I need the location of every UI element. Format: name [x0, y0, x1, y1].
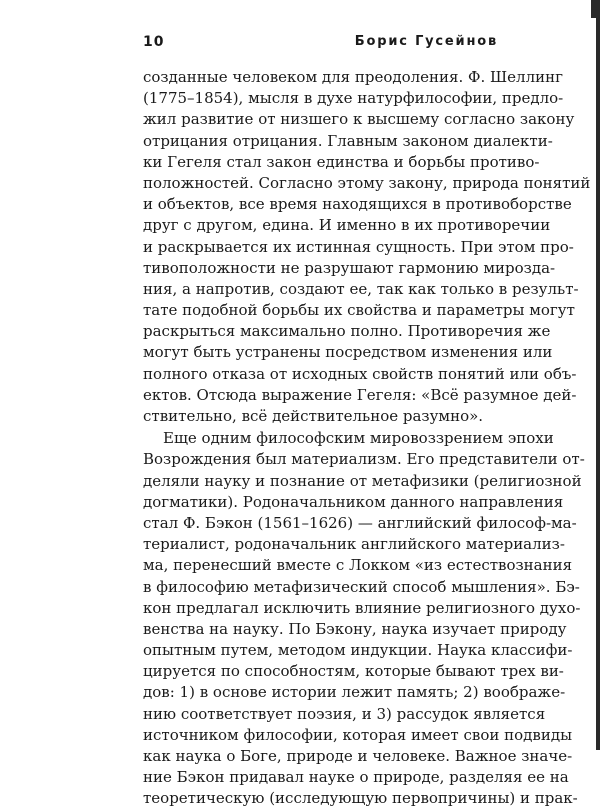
body-text — [143, 67, 591, 810]
text-line: как наука о Боге, природе и человеке. Важное значе- — [143, 747, 573, 765]
text-line: (1775–1854), мысля в духе натурфилософии, предло- — [143, 89, 564, 108]
text-line: ния, а напротив, создают ее, так как только в результ- — [143, 279, 579, 298]
text-line: деляли науку и познание от метафизики (религиозной — [143, 471, 582, 490]
text-line: раскрыться максимально полно. Противоречия же — [143, 322, 551, 341]
text-line: ние Бэкон придавал науке о природе, разделяя ее на — [143, 768, 569, 787]
text-line: ма, перенесший вместе с Локком «из естествознания — [143, 556, 573, 575]
text-line: кон предлагал исключить влияние религиозного духо- — [143, 598, 581, 617]
running-header — [143, 34, 498, 54]
text-line: ствительно, всё действительное разумно». — [143, 407, 484, 425]
text-line: стал Ф. Бэкон (1561–1626) — английский философ-ма- — [143, 513, 577, 532]
page-number: 10 — [143, 34, 165, 50]
paragraph-1 — [143, 67, 591, 427]
text-line: друг с другом, едина. И именно в их противоречии — [143, 216, 551, 235]
text-line: могут быть устранены посредством изменения или — [143, 343, 553, 362]
text-line: цируется по способностям, которые бывают трех ви- — [143, 662, 564, 681]
text-line: териалист, родоначальник английского материализ- — [143, 535, 565, 554]
text-line: положностей. Согласно этому закону, природа понятий — [143, 173, 591, 192]
text-line: нию соответствует поэзия, и 3) рассудок является — [143, 704, 546, 723]
text-line: Возрождения был материализм. Его представители от- — [143, 450, 585, 469]
running-header-author: Борис Гусейнов — [354, 34, 498, 49]
text-line: теоретическую (исследующую первопричины) и прак- — [143, 789, 578, 808]
paragraph-2 — [143, 428, 585, 809]
text-line: и раскрывается их истинная сущность. При этом про- — [143, 237, 574, 256]
text-line: ки Гегеля стал закон единства и борьбы противо- — [143, 152, 540, 171]
text-line: венства на науку. По Бэкону, наука изучает природу — [143, 619, 567, 638]
text-line: ектов. Отсюда выражение Гегеля: «Всё разумное дей- — [143, 385, 577, 404]
page-corner-shadow — [591, 0, 600, 18]
text-line: и объектов, все время находящихся в противоборстве — [143, 195, 572, 214]
page-edge-shadow — [596, 0, 600, 750]
text-line: в философию метафизический способ мышления». Бэ- — [143, 577, 580, 596]
text-line: источником философии, которая имеет свои подвиды — [143, 725, 573, 744]
text-line: жил развитие от низшего к высшему согласно закону — [143, 110, 575, 129]
text-line: полного отказа от исходных свойств понятий или объ- — [143, 364, 577, 383]
text-line: догматики). Родоначальником данного направления — [143, 492, 564, 511]
text-line: дов: 1) в основе истории лежит память; 2) воображе- — [143, 683, 566, 702]
text-line: созданные человеком для преодоления. Ф. Шеллинг — [143, 68, 563, 86]
text-line: тивоположности не разрушают гармонию мирозда- — [143, 258, 556, 277]
text-line: опытным путем, методом индукции. Наука классифи- — [143, 641, 573, 660]
text-line: отрицания отрицания. Главным законом диалекти- — [143, 131, 553, 150]
text-line: тате подобной борьбы их свойства и параметры могут — [143, 301, 575, 320]
text-line: Еще одним философским мировоззрением эпохи — [163, 429, 554, 448]
